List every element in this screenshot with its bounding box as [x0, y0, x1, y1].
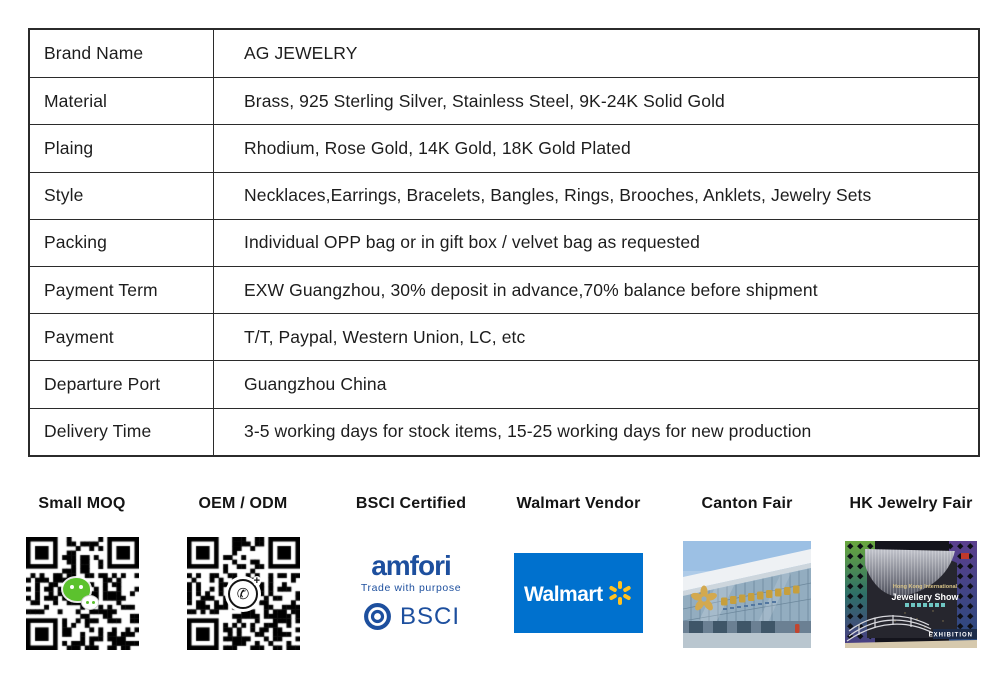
spec-label: Payment Term [30, 267, 214, 313]
badge-canton-fair [683, 494, 811, 648]
spec-value: 3-5 working days for stock items, 15-25 working days for new production [244, 421, 812, 442]
exhibition-text: EXHIBITION [928, 632, 973, 639]
spec-value: EXW Guangzhou, 30% deposit in advance,70% balance before shipment [244, 279, 818, 300]
bsci-text: BSCI [399, 602, 460, 630]
spec-label: Payment [30, 314, 214, 360]
badge-walmart-vendor [514, 494, 643, 638]
badge-label: HK Jewelry Fair [849, 495, 973, 512]
badge-label: Canton Fair [701, 495, 793, 512]
canton-fair-photo [683, 541, 811, 648]
wechat-icon [62, 577, 102, 611]
badge-label: BSCI Certified [355, 495, 467, 512]
walmart-wordmark: Walmart [524, 583, 603, 606]
show-logo-mark [961, 553, 969, 559]
spec-label: Delivery Time [30, 409, 214, 455]
spec-row [30, 172, 978, 219]
spec-row [30, 360, 978, 407]
spec-value: AG JEWELRY [244, 43, 358, 64]
hk-chinese-subtitle-marks [905, 603, 945, 607]
spec-value: T/T, Paypal, Western Union, LC, etc [244, 326, 526, 347]
amfori-bsci-logo [347, 552, 475, 632]
badge-label: OEM / ODM [198, 495, 288, 512]
badge-label: Small MOQ [38, 495, 126, 512]
bsci-swirl-icon [362, 601, 393, 632]
phone-chat-icon: ✆ + [228, 579, 258, 609]
spec-row [30, 266, 978, 313]
spec-value: Necklaces,Earrings, Bracelets, Bangles, Rings, Brooches, Anklets, Jewelry Sets [244, 185, 872, 206]
spec-value: Individual OPP bag or in gift box / velvet bag as requested [244, 232, 700, 253]
spec-label: Departure Port [30, 361, 214, 407]
spec-label: Style [30, 173, 214, 219]
badge-bsci-certified [347, 494, 475, 632]
spec-value: Guangzhou China [244, 373, 387, 394]
spec-row [30, 124, 978, 171]
spec-row [30, 77, 978, 124]
badge-small-moq [20, 494, 144, 650]
spec-value: Rhodium, Rose Gold, 14K Gold, 18K Gold Plated [244, 137, 631, 158]
spec-value: Brass, 925 Sterling Silver, Stainless Steel, 9K-24K Solid Gold [244, 90, 725, 111]
hk-jewelry-fair-photo [845, 541, 977, 648]
spec-row [30, 219, 978, 266]
walmart-logo [514, 553, 643, 638]
spec-label: Brand Name [30, 30, 214, 77]
badge-oem-odm [181, 494, 305, 650]
spec-row [30, 313, 978, 360]
spec-row [30, 30, 978, 77]
person-figure [795, 624, 800, 633]
product-spec-table [28, 28, 980, 457]
hk-line1: Hong Kong International [892, 584, 958, 590]
spec-label: Packing [30, 220, 214, 266]
spec-label: Plaing [30, 125, 214, 171]
wechat-qr-code [26, 537, 139, 650]
amfori-tagline: Trade with purpose [360, 582, 462, 594]
badge-hk-jewelry-fair [845, 494, 977, 648]
badge-label: Walmart Vendor [516, 495, 641, 512]
spec-row [30, 408, 978, 455]
whatsapp-qr-code [187, 537, 300, 650]
spec-label: Material [30, 78, 214, 124]
amfori-wordmark: amfori [371, 550, 451, 581]
hk-line2: Jewellery Show [891, 592, 959, 602]
